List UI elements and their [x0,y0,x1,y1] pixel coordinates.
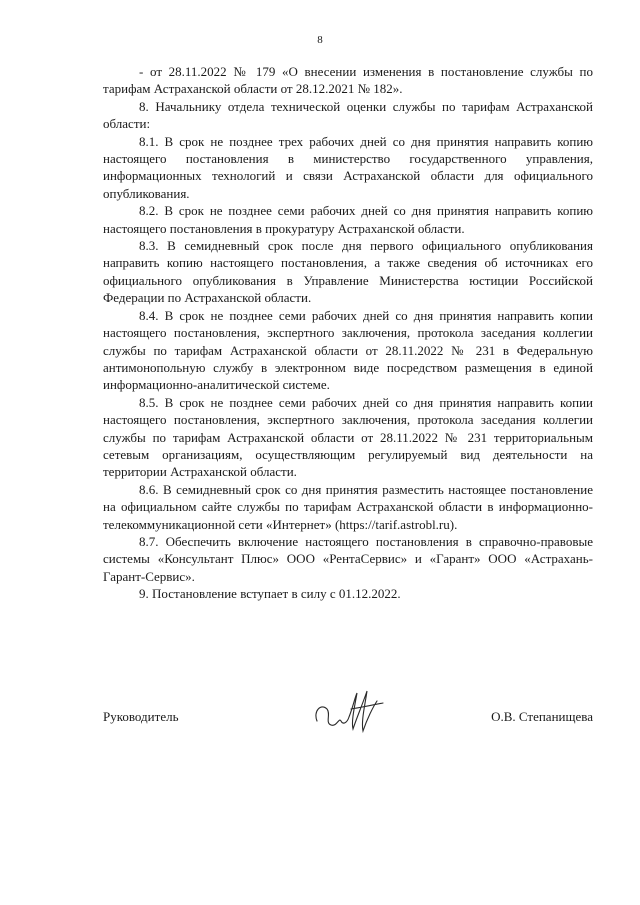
paragraph-8-6: 8.6. В семидневный срок со дня принятия разместить настоящее постановление на официальном сайте службы по тарифам Астраханской области в информационно-телекоммуникационной сети «Интернет» (https://tarif.astrobl.ru). [103,481,593,532]
paragraph-9: 9. Постановление вступает в силу с 01.12.2022. [139,586,401,602]
paragraph-amendment: - от 28.11.2022 № 179 «О внесении изменения в постановление службы по тарифам Астраханской области от 28.12.2021 № 182». [103,64,593,97]
handwritten-signature [311,687,389,739]
paragraph-8-4: 8.4. В срок не позднее семи рабочих дней со дня принятия направить копии настоящего постановления, экспертного заключения, протокола заседания коллегии службы по тарифам Астраханской области от 28.11.2022 № 231 в Федеральную антимонопольную службу в электронном виде посредством размещения в единой информационно-аналитической системе. [103,307,593,393]
signatory-title: Руководитель [103,709,179,724]
paragraph-8-1: 8.1. В срок не позднее трех рабочих дней со дня принятия направить копию настоящего постановления в министерство государственного управления, информационных технологий и связи Астраханской области для официального опубликования. [103,133,593,201]
page-number: 8 [317,34,323,46]
paragraph-8-7: 8.7. Обеспечить включение настоящего постановления в справочно-правовые системы «Консультант Плюс» ООО «РентаСервис» и «Гарант» ООО «Астрахань-Гарант-Сервис». [103,533,593,584]
paragraph-8-2: 8.2. В срок не позднее семи рабочих дней со дня принятия направить копию настоящего постановления в прокуратуру Астраханской области. [103,203,593,236]
signatory-name: О.В. Степанищева [491,709,593,724]
paragraph-8: 8. Начальнику отдела технической оценки службы по тарифам Астраханской области: [103,98,593,132]
signature-block [103,687,593,747]
document-body [103,63,593,603]
paragraph-8-5: 8.5. В срок не позднее семи рабочих дней со дня принятия направить копии настоящего постановления, экспертного заключения, протокола заседания коллегии службы по тарифам Астраханской области от 28.11.2022 № 231 территориальным сетевым организациям, осуществляющим регулируемый вид деятельности на территории Астраханской области. [103,394,593,480]
paragraph-8-3: 8.3. В семидневный срок после дня первого официального опубликования направить копию настоящего постановления, а также сведения об источниках его официального опубликования в Управление Министерства юстиции Российской Федерации по Астраханской области. [103,238,593,306]
